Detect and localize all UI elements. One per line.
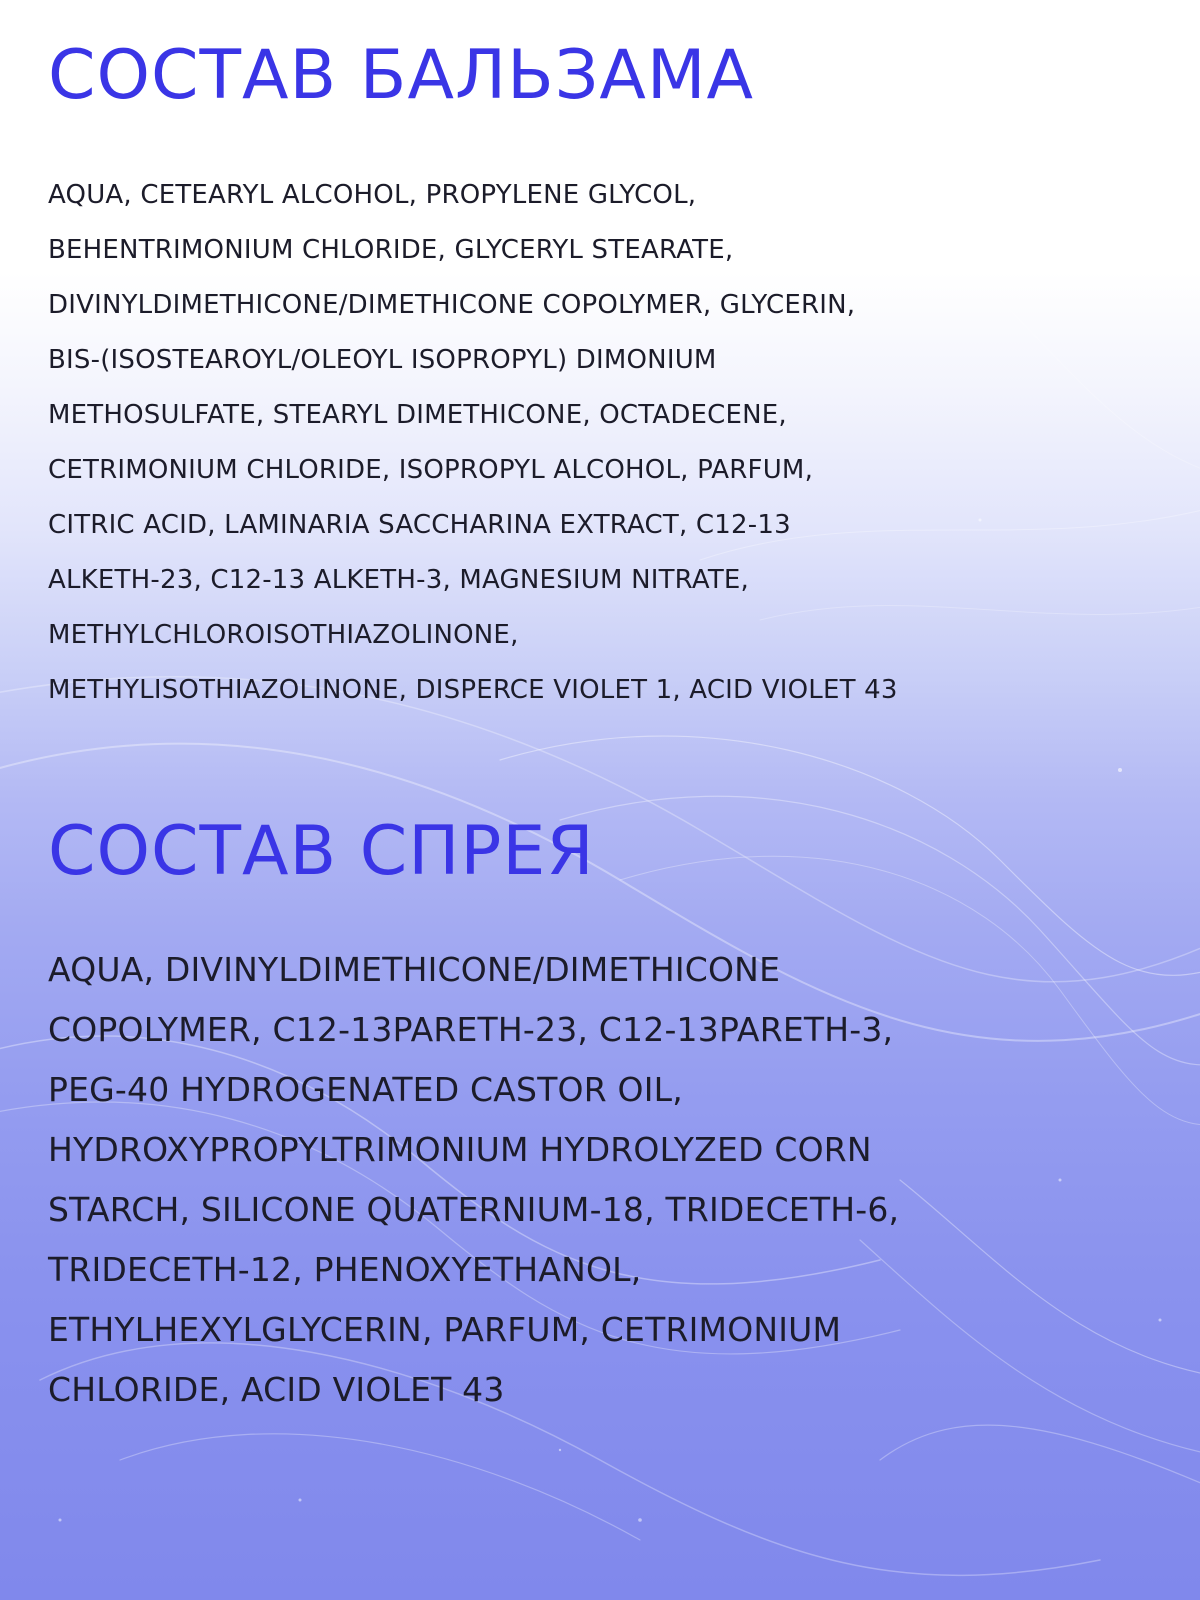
spray-ingredient-line: STARCH, SILICONE QUATERNIUM-18, TRIDECETH-6, (48, 1190, 900, 1229)
balm-ingredient-line: BIS-(ISOSTEAROYL/OLEOYL ISOPROPYL) DIMONIUM (48, 345, 717, 375)
balm-ingredient-list (48, 168, 898, 718)
balm-ingredient-line: METHOSULFATE, STEARYL DIMETHICONE, OCTADECENE, (48, 400, 787, 430)
spray-ingredient-line: ETHYLHEXYLGLYCERIN, PARFUM, CETRIMONIUM (48, 1310, 842, 1349)
spray-ingredient-line: PEG-40 HYDROGENATED CASTOR OIL, (48, 1070, 683, 1109)
spray-ingredient-line: TRIDECETH-12, PHENOXYETHANOL, (48, 1250, 642, 1289)
balm-ingredient-line: ALKETH-23, C12-13 ALKETH-3, MAGNESIUM NITRATE, (48, 565, 750, 595)
balm-ingredient-line: DIVINYLDIMETHICONE/DIMETHICONE COPOLYMER, GLYCERIN, (48, 290, 856, 320)
spray-ingredient-line: COPOLYMER, C12-13PARETH-23, C12-13PARETH-3, (48, 1010, 894, 1049)
spray-ingredient-line: HYDROXYPROPYLTRIMONIUM HYDROLYZED CORN (48, 1130, 872, 1169)
balm-ingredient-line: METHYLCHLOROISOTHIAZOLINONE, (48, 620, 519, 650)
spray-ingredient-line: AQUA, DIVINYLDIMETHICONE/DIMETHICONE (48, 950, 781, 989)
balm-composition-title: СОСТАВ БАЛЬЗАМА (48, 36, 755, 115)
balm-ingredient-line: CITRIC ACID, LAMINARIA SACCHARINA EXTRACT, C12-13 (48, 510, 791, 540)
spray-ingredient-line: CHLORIDE, ACID VIOLET 43 (48, 1370, 505, 1409)
balm-ingredient-line: BEHENTRIMONIUM CHLORIDE, GLYCERYL STEARATE, (48, 235, 734, 265)
spray-composition-title: СОСТАВ СПРЕЯ (48, 812, 595, 891)
balm-ingredient-line: METHYLISOTHIAZOLINONE, DISPERCE VIOLET 1, ACID VIOLET 43 (48, 675, 898, 705)
balm-ingredient-line: AQUA, CETEARYL ALCOHOL, PROPYLENE GLYCOL, (48, 180, 697, 210)
balm-ingredient-line: CETRIMONIUM CHLORIDE, ISOPROPYL ALCOHOL, PARFUM, (48, 455, 814, 485)
spray-ingredient-list (48, 940, 899, 1420)
